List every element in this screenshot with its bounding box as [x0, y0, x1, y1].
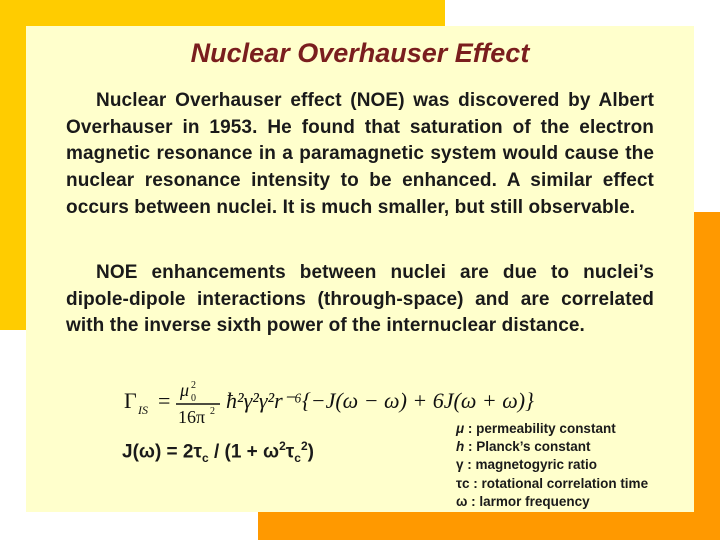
- symbol-legend: [456, 420, 648, 511]
- legend-item: ω : larmor frequency: [456, 493, 590, 509]
- formula-equals: =: [158, 388, 171, 413]
- paragraph-noe-discovery: Nuclear Overhauser effect (NOE) was discovered by Albert Overhauser in 1953. He found that saturation of the electron magnetic resonance in a paramagnetic system would cause the nuclear resonance intensity to be enhanced. A similar effect occurs between nuclei. It is much smaller, but still observable.: [66, 90, 654, 218]
- formula-mu-sub: 0: [191, 393, 196, 404]
- formula-mu-sup: 2: [191, 380, 196, 391]
- legend-item: γ : magnetogyric ratio: [456, 457, 598, 473]
- formula-gamma: Γ: [124, 388, 137, 413]
- formula-mu: μ: [180, 380, 190, 400]
- spectral-density-equation: $J(\omega) = 2\tau_c / (1 + \omega^2\tau_c^2)$: [122, 439, 314, 466]
- formula-denominator-sup: 2: [210, 406, 215, 417]
- slide-title: Nuclear Overhauser Effect: [190, 38, 530, 68]
- legend-item: τc : rotational correlation time: [456, 475, 649, 491]
- legend-item: μ : permeability constant: [456, 421, 616, 436]
- formula-denominator: 16π: [178, 407, 206, 427]
- slide-panel: [26, 26, 694, 512]
- formula-gamma-sub: IS: [138, 403, 148, 417]
- formula-remainder: ħ²γ²γ²r⁻⁶{−J(ω − ω) + 6J(ω + ω)}: [226, 388, 534, 413]
- paragraph-noe-enhancements: NOE enhancements between nuclei are due to nuclei’s dipole-dipole interactions (through-space) and are correlated with the inverse sixth power of the internuclear distance.: [66, 262, 654, 337]
- legend-item: h : Planck’s constant: [456, 439, 591, 455]
